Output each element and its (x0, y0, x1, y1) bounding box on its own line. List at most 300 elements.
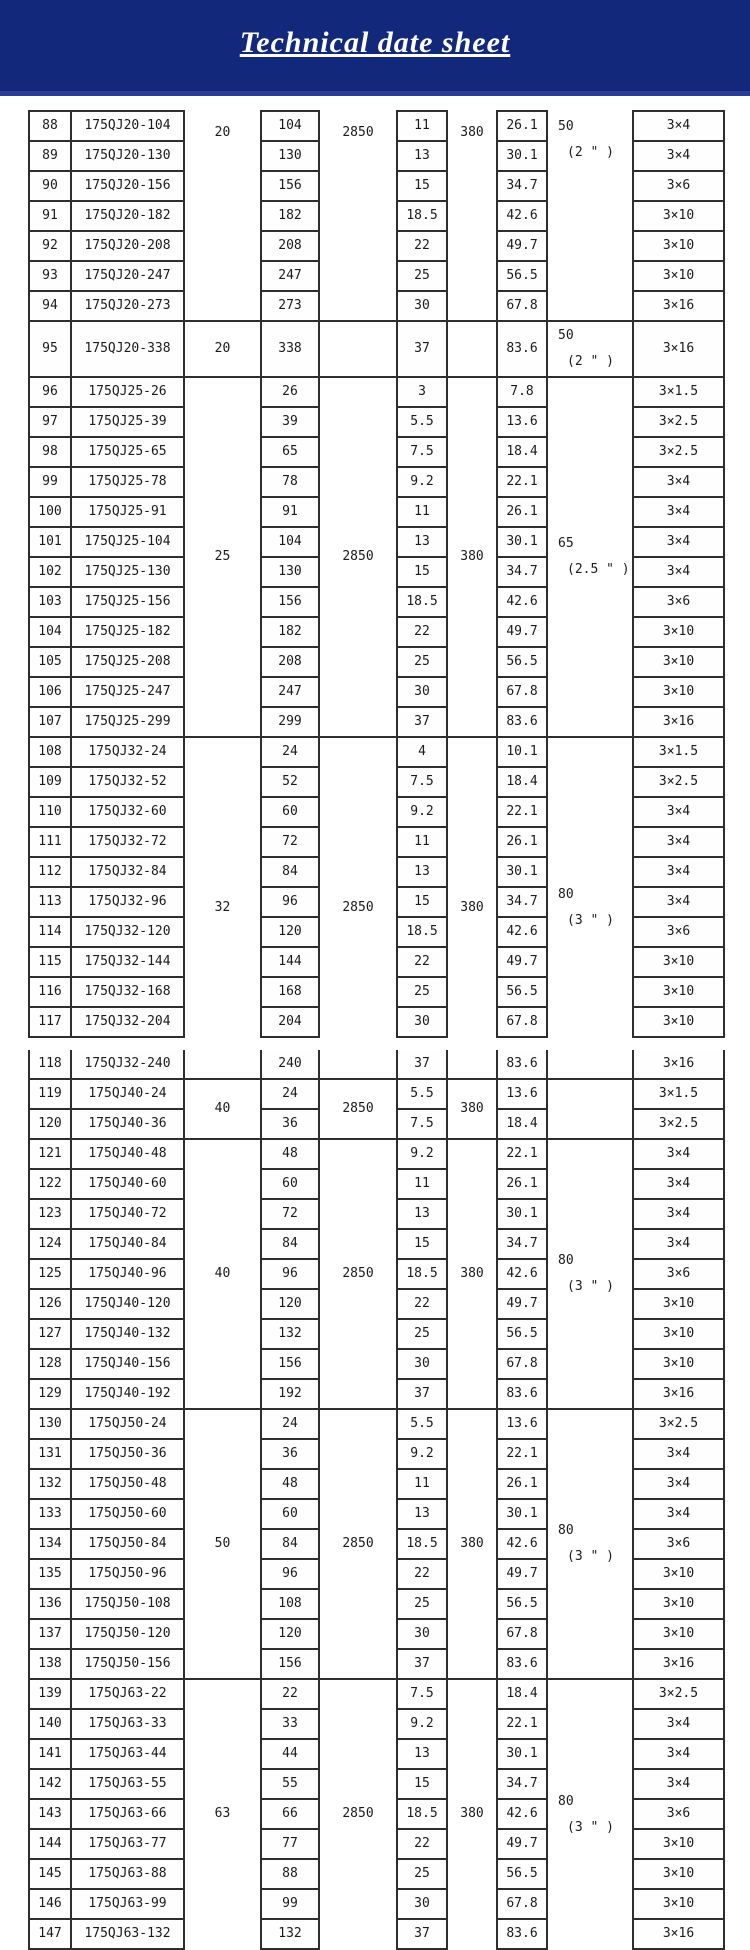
power-cell: 13 (397, 1199, 447, 1229)
outlet-cell (547, 1409, 633, 1679)
model-cell: 175QJ63-66 (71, 1799, 184, 1829)
model-cell: 175QJ20-130 (71, 141, 184, 171)
head-cell: 338 (261, 321, 319, 377)
power-cell: 13 (397, 1499, 447, 1529)
header-banner (0, 0, 750, 96)
head-cell: 182 (261, 617, 319, 647)
table-row (29, 1139, 724, 1169)
row-no-cell: 116 (29, 977, 71, 1007)
model-cell: 175QJ32-52 (71, 767, 184, 797)
power-cell: 37 (397, 1050, 447, 1079)
power-cell: 13 (397, 857, 447, 887)
model-cell: 175QJ50-36 (71, 1439, 184, 1469)
voltage-cell: 380 (447, 737, 497, 1079)
head-cell: 55 (261, 1769, 319, 1799)
head-cell: 273 (261, 291, 319, 321)
speed-cell: 2850 (319, 1139, 397, 1409)
current-cell: 49.7 (497, 1829, 547, 1859)
head-cell: 247 (261, 677, 319, 707)
seam-cell (261, 1037, 319, 1050)
head-cell: 72 (261, 1199, 319, 1229)
current-cell: 49.7 (497, 1559, 547, 1589)
power-cell: 25 (397, 1319, 447, 1349)
power-cell: 11 (397, 1169, 447, 1199)
row-no-cell: 144 (29, 1829, 71, 1859)
model-cell: 175QJ25-104 (71, 527, 184, 557)
row-no-cell: 103 (29, 587, 71, 617)
voltage-cell: 380 (447, 1079, 497, 1139)
current-cell: 83.6 (497, 321, 547, 377)
head-cell: 192 (261, 1379, 319, 1409)
row-no-cell: 106 (29, 677, 71, 707)
speed-cell: 2850 (319, 1079, 397, 1139)
power-cell: 18.5 (397, 1259, 447, 1289)
head-cell: 48 (261, 1139, 319, 1169)
head-cell: 33 (261, 1709, 319, 1739)
current-cell: 22.1 (497, 797, 547, 827)
power-cell: 15 (397, 1229, 447, 1259)
model-cell: 175QJ25-247 (71, 677, 184, 707)
head-cell: 39 (261, 407, 319, 437)
row-no-cell: 143 (29, 1799, 71, 1829)
power-cell: 37 (397, 707, 447, 737)
row-no-cell: 128 (29, 1349, 71, 1379)
row-no-cell: 135 (29, 1559, 71, 1589)
outlet-inch: (2.5 " ) (567, 562, 630, 577)
speed-cell: 2850 (319, 1409, 397, 1679)
power-cell: 13 (397, 141, 447, 171)
current-cell: 22.1 (497, 1139, 547, 1169)
row-no-cell: 118 (29, 1050, 71, 1079)
cable-cell: 3×16 (633, 1050, 724, 1079)
row-no-cell: 124 (29, 1229, 71, 1259)
cable-cell: 3×4 (633, 797, 724, 827)
model-cell: 175QJ32-204 (71, 1007, 184, 1037)
cable-cell: 3×10 (633, 1859, 724, 1889)
flow-cell: 50 (184, 1409, 261, 1679)
cable-cell: 3×10 (633, 1829, 724, 1859)
outlet-size: 80 (558, 1253, 574, 1268)
cable-cell: 3×1.5 (633, 377, 724, 407)
power-cell: 11 (397, 497, 447, 527)
head-cell: 84 (261, 857, 319, 887)
flow-cell: 40 (184, 1139, 261, 1409)
head-cell: 120 (261, 1619, 319, 1649)
current-cell: 49.7 (497, 947, 547, 977)
row-no-cell: 93 (29, 261, 71, 291)
power-cell: 15 (397, 171, 447, 201)
model-cell: 175QJ20-273 (71, 291, 184, 321)
power-cell: 30 (397, 1007, 447, 1037)
head-cell: 96 (261, 1259, 319, 1289)
model-cell: 175QJ63-99 (71, 1889, 184, 1919)
model-cell: 175QJ63-55 (71, 1769, 184, 1799)
current-cell: 10.1 (497, 737, 547, 767)
model-cell: 175QJ40-60 (71, 1169, 184, 1199)
current-cell: 56.5 (497, 1859, 547, 1889)
cable-cell: 3×10 (633, 1889, 724, 1919)
current-cell: 7.8 (497, 377, 547, 407)
current-cell: 30.1 (497, 1199, 547, 1229)
seam-cell (497, 1037, 547, 1050)
power-cell: 25 (397, 977, 447, 1007)
flow-cell: 40 (184, 1079, 261, 1139)
cable-cell: 3×10 (633, 1589, 724, 1619)
row-no-cell: 136 (29, 1589, 71, 1619)
power-cell: 18.5 (397, 917, 447, 947)
current-cell: 30.1 (497, 1739, 547, 1769)
head-cell: 299 (261, 707, 319, 737)
cable-cell: 3×10 (633, 261, 724, 291)
table-row (29, 737, 724, 767)
cable-cell: 3×6 (633, 1529, 724, 1559)
current-cell: 83.6 (497, 1919, 547, 1949)
speed-cell (319, 321, 397, 377)
seam-cell (633, 1037, 724, 1050)
current-cell: 30.1 (497, 527, 547, 557)
current-cell: 42.6 (497, 587, 547, 617)
outlet-cell (547, 377, 633, 737)
cable-cell: 3×10 (633, 1349, 724, 1379)
row-no-cell: 97 (29, 407, 71, 437)
flow-cell: 32 (184, 737, 261, 1079)
cable-cell: 3×6 (633, 917, 724, 947)
model-cell: 175QJ63-88 (71, 1859, 184, 1889)
current-cell: 67.8 (497, 1619, 547, 1649)
outlet-cell (547, 111, 633, 321)
head-cell: 204 (261, 1007, 319, 1037)
current-cell: 34.7 (497, 1229, 547, 1259)
table-row (29, 1079, 724, 1109)
power-cell: 37 (397, 321, 447, 377)
table-row (29, 377, 724, 407)
row-no-cell: 101 (29, 527, 71, 557)
cable-cell: 3×4 (633, 527, 724, 557)
current-cell: 49.7 (497, 1289, 547, 1319)
power-cell: 18.5 (397, 1529, 447, 1559)
current-cell: 34.7 (497, 557, 547, 587)
cable-cell: 3×10 (633, 1619, 724, 1649)
cable-cell: 3×4 (633, 1229, 724, 1259)
power-cell: 30 (397, 677, 447, 707)
model-cell: 175QJ40-192 (71, 1379, 184, 1409)
head-cell: 24 (261, 1079, 319, 1109)
power-cell: 25 (397, 1859, 447, 1889)
power-cell: 7.5 (397, 437, 447, 467)
cable-cell: 3×4 (633, 1199, 724, 1229)
current-cell: 22.1 (497, 1439, 547, 1469)
model-cell: 175QJ40-96 (71, 1259, 184, 1289)
current-cell: 26.1 (497, 827, 547, 857)
model-cell: 175QJ32-144 (71, 947, 184, 977)
cable-cell: 3×6 (633, 171, 724, 201)
head-cell: 120 (261, 917, 319, 947)
head-cell: 84 (261, 1229, 319, 1259)
power-cell: 3 (397, 377, 447, 407)
model-cell: 175QJ25-299 (71, 707, 184, 737)
cable-cell: 3×4 (633, 1139, 724, 1169)
model-cell: 175QJ25-78 (71, 467, 184, 497)
speed-cell: 2850 (319, 377, 397, 737)
model-cell: 175QJ40-132 (71, 1319, 184, 1349)
model-cell: 175QJ20-208 (71, 231, 184, 261)
power-cell: 22 (397, 1829, 447, 1859)
model-cell: 175QJ40-72 (71, 1199, 184, 1229)
power-cell: 7.5 (397, 1109, 447, 1139)
current-cell: 18.4 (497, 1109, 547, 1139)
row-no-cell: 120 (29, 1109, 71, 1139)
row-no-cell: 89 (29, 141, 71, 171)
head-cell: 156 (261, 587, 319, 617)
current-cell: 22.1 (497, 1709, 547, 1739)
power-cell: 30 (397, 1889, 447, 1919)
row-no-cell: 145 (29, 1859, 71, 1889)
outlet-cell (547, 321, 633, 377)
model-cell: 175QJ25-65 (71, 437, 184, 467)
head-cell: 130 (261, 141, 319, 171)
model-cell: 175QJ32-240 (71, 1050, 184, 1079)
cable-cell: 3×4 (633, 857, 724, 887)
cable-cell: 3×4 (633, 1439, 724, 1469)
head-cell: 182 (261, 201, 319, 231)
current-cell: 83.6 (497, 1379, 547, 1409)
model-cell: 175QJ32-60 (71, 797, 184, 827)
row-no-cell: 91 (29, 201, 71, 231)
model-cell: 175QJ25-208 (71, 647, 184, 677)
power-cell: 7.5 (397, 767, 447, 797)
current-cell: 26.1 (497, 497, 547, 527)
model-cell: 175QJ50-84 (71, 1529, 184, 1559)
spec-table (28, 110, 725, 1950)
cable-cell: 3×4 (633, 557, 724, 587)
cable-cell: 3×1.5 (633, 1079, 724, 1109)
row-no-cell: 139 (29, 1679, 71, 1709)
cable-cell: 3×10 (633, 231, 724, 261)
row-no-cell: 112 (29, 857, 71, 887)
model-cell: 175QJ63-132 (71, 1919, 184, 1949)
head-cell: 104 (261, 111, 319, 141)
row-no-cell: 99 (29, 467, 71, 497)
power-cell: 18.5 (397, 1799, 447, 1829)
table-row (29, 1409, 724, 1439)
head-cell: 240 (261, 1050, 319, 1079)
row-no-cell: 140 (29, 1709, 71, 1739)
outlet-inch: (2 " ) (567, 145, 614, 160)
current-cell: 18.4 (497, 767, 547, 797)
seam-cell (71, 1037, 184, 1050)
row-no-cell: 125 (29, 1259, 71, 1289)
outlet-cell (547, 1079, 633, 1139)
model-cell: 175QJ50-24 (71, 1409, 184, 1439)
power-cell: 22 (397, 1289, 447, 1319)
current-cell: 26.1 (497, 1469, 547, 1499)
power-cell: 22 (397, 1559, 447, 1589)
cable-cell: 3×10 (633, 1007, 724, 1037)
model-cell: 175QJ50-108 (71, 1589, 184, 1619)
current-cell: 56.5 (497, 1589, 547, 1619)
outlet-inch: (3 " ) (567, 913, 614, 928)
head-cell: 208 (261, 231, 319, 261)
cable-cell: 3×2.5 (633, 407, 724, 437)
outlet-inch: (2 " ) (567, 354, 614, 369)
power-cell: 9.2 (397, 1139, 447, 1169)
head-cell: 48 (261, 1469, 319, 1499)
outlet-inch: (3 " ) (567, 1819, 614, 1835)
power-cell: 11 (397, 1469, 447, 1499)
model-cell: 175QJ25-26 (71, 377, 184, 407)
head-cell: 77 (261, 1829, 319, 1859)
row-no-cell: 142 (29, 1769, 71, 1799)
row-no-cell: 100 (29, 497, 71, 527)
cable-cell: 3×6 (633, 1799, 724, 1829)
head-cell: 44 (261, 1739, 319, 1769)
outlet-size: 80 (558, 1523, 574, 1538)
voltage-cell: 380 (447, 377, 497, 737)
head-cell: 247 (261, 261, 319, 291)
head-cell: 156 (261, 171, 319, 201)
model-cell: 175QJ25-182 (71, 617, 184, 647)
current-cell: 83.6 (497, 1050, 547, 1079)
head-cell: 132 (261, 1319, 319, 1349)
outlet-size: 80 (558, 887, 574, 902)
cable-cell: 3×16 (633, 707, 724, 737)
model-cell: 175QJ40-120 (71, 1289, 184, 1319)
cable-cell: 3×16 (633, 1649, 724, 1679)
seam-cell (397, 1037, 447, 1050)
power-cell: 5.5 (397, 1079, 447, 1109)
power-cell: 30 (397, 1619, 447, 1649)
row-no-cell: 133 (29, 1499, 71, 1529)
current-cell: 42.6 (497, 201, 547, 231)
current-cell: 13.6 (497, 1409, 547, 1439)
row-no-cell: 107 (29, 707, 71, 737)
head-cell: 99 (261, 1889, 319, 1919)
current-cell: 83.6 (497, 707, 547, 737)
head-cell: 24 (261, 1409, 319, 1439)
head-cell: 84 (261, 1529, 319, 1559)
row-no-cell: 92 (29, 231, 71, 261)
cable-cell: 3×2.5 (633, 1109, 724, 1139)
head-cell: 96 (261, 887, 319, 917)
current-cell: 56.5 (497, 647, 547, 677)
current-cell: 34.7 (497, 171, 547, 201)
cable-cell: 3×10 (633, 1319, 724, 1349)
voltage-cell: 380 (460, 125, 484, 140)
current-cell: 56.5 (497, 977, 547, 1007)
power-cell: 9.2 (397, 1709, 447, 1739)
head-cell: 104 (261, 527, 319, 557)
current-cell: 42.6 (497, 1259, 547, 1289)
power-cell: 5.5 (397, 407, 447, 437)
power-cell: 18.5 (397, 201, 447, 231)
head-cell: 91 (261, 497, 319, 527)
head-cell: 36 (261, 1109, 319, 1139)
speed-cell: 2850 (319, 1679, 397, 1949)
head-cell: 66 (261, 1799, 319, 1829)
current-cell: 22.1 (497, 467, 547, 497)
row-no-cell: 122 (29, 1169, 71, 1199)
model-cell: 175QJ20-247 (71, 261, 184, 291)
cable-cell: 3×4 (633, 467, 724, 497)
voltage-cell: 380 (447, 1679, 497, 1949)
flow-cell: 25 (184, 377, 261, 737)
model-cell: 175QJ20-182 (71, 201, 184, 231)
row-no-cell: 96 (29, 377, 71, 407)
current-cell: 30.1 (497, 141, 547, 171)
power-cell: 9.2 (397, 1439, 447, 1469)
model-cell: 175QJ50-60 (71, 1499, 184, 1529)
cable-cell: 3×4 (633, 1709, 724, 1739)
current-cell: 18.4 (497, 437, 547, 467)
power-cell: 13 (397, 1739, 447, 1769)
outlet-size: 80 (558, 1793, 574, 1809)
table-row (29, 321, 724, 377)
power-cell: 18.5 (397, 587, 447, 617)
cable-cell: 3×2.5 (633, 1679, 724, 1709)
head-cell: 144 (261, 947, 319, 977)
current-cell: 67.8 (497, 1889, 547, 1919)
table-row (29, 1679, 724, 1709)
power-cell: 37 (397, 1649, 447, 1679)
model-cell: 175QJ40-156 (71, 1349, 184, 1379)
current-cell: 56.5 (497, 1319, 547, 1349)
row-no-cell: 114 (29, 917, 71, 947)
flow-cell: 20 (184, 321, 261, 377)
model-cell: 175QJ32-96 (71, 887, 184, 917)
row-no-cell: 131 (29, 1439, 71, 1469)
current-cell: 67.8 (497, 677, 547, 707)
row-no-cell: 126 (29, 1289, 71, 1319)
page-title: Technical date sheet (239, 25, 511, 59)
cable-cell: 3×16 (633, 291, 724, 321)
row-no-cell: 108 (29, 737, 71, 767)
head-cell: 208 (261, 647, 319, 677)
row-no-cell: 123 (29, 1199, 71, 1229)
current-cell: 34.7 (497, 1769, 547, 1799)
head-cell: 60 (261, 797, 319, 827)
row-no-cell: 119 (29, 1079, 71, 1109)
row-no-cell: 138 (29, 1649, 71, 1679)
voltage-cell: 380 (447, 1139, 497, 1409)
model-cell: 175QJ32-168 (71, 977, 184, 1007)
datasheet-body (0, 96, 750, 1950)
model-cell: 175QJ50-120 (71, 1619, 184, 1649)
head-cell: 52 (261, 767, 319, 797)
speed-cell: 2850 (342, 125, 374, 140)
cable-cell: 3×10 (633, 947, 724, 977)
power-cell: 15 (397, 1769, 447, 1799)
power-cell: 37 (397, 1919, 447, 1949)
power-cell: 4 (397, 737, 447, 767)
outlet-size: 50 (558, 328, 574, 343)
power-cell: 22 (397, 947, 447, 977)
current-cell: 49.7 (497, 617, 547, 647)
power-cell: 15 (397, 557, 447, 587)
speed-cell: 2850 (319, 737, 397, 1079)
power-cell: 9.2 (397, 797, 447, 827)
power-cell: 15 (397, 887, 447, 917)
model-cell: 175QJ40-48 (71, 1139, 184, 1169)
voltage-cell: 380 (447, 1409, 497, 1679)
row-no-cell: 105 (29, 647, 71, 677)
cable-cell: 3×10 (633, 1289, 724, 1319)
current-cell: 67.8 (497, 291, 547, 321)
cable-cell: 3×10 (633, 647, 724, 677)
current-cell: 18.4 (497, 1679, 547, 1709)
head-cell: 130 (261, 557, 319, 587)
power-cell: 5.5 (397, 1409, 447, 1439)
cable-cell: 3×4 (633, 827, 724, 857)
